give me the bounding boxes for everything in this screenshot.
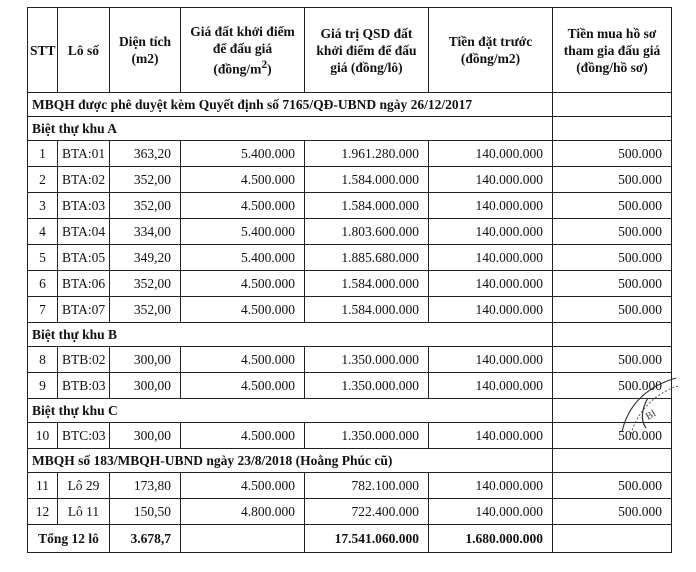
land-price-cell: 4.500.000 <box>181 373 305 399</box>
lot-cell: BTA:01 <box>58 141 110 167</box>
official-seal-stamp-icon <box>618 372 680 452</box>
area-cell: 150,50 <box>110 499 181 525</box>
stt-cell: 6 <box>28 271 58 297</box>
svg-text:BI: BI <box>644 408 659 423</box>
header-lot: Lô số <box>58 8 110 93</box>
section-heading: MBQH được phê duyệt kèm Quyết định số 7165/QĐ-UBND ngày 26/12/2017 <box>28 93 553 117</box>
area-cell: 363,20 <box>110 141 181 167</box>
table-header-row <box>28 8 672 93</box>
section-row <box>28 323 672 347</box>
fee-cell: 500.000 <box>553 245 672 271</box>
area-cell: 349,20 <box>110 245 181 271</box>
qsd-value-cell: 1.584.000.000 <box>305 271 429 297</box>
stt-cell: 11 <box>28 473 58 499</box>
table-row <box>28 271 672 297</box>
header-fee: Tiền mua hồ sơ tham gia đấu giá (đồng/hồ sơ) <box>553 8 672 93</box>
qsd-value-cell: 782.100.000 <box>305 473 429 499</box>
header-qsd-value: Giá trị QSD đất khởi điểm để đấu giá (đồng/lô) <box>305 8 429 93</box>
lot-cell: BTA:02 <box>58 167 110 193</box>
deposit-cell: 140.000.000 <box>429 245 553 271</box>
deposit-cell: 140.000.000 <box>429 271 553 297</box>
area-cell: 352,00 <box>110 297 181 323</box>
fee-cell: 500.000 <box>553 347 672 373</box>
stt-cell: 3 <box>28 193 58 219</box>
land-price-cell: 5.400.000 <box>181 141 305 167</box>
table-row <box>28 193 672 219</box>
qsd-value-cell: 1.584.000.000 <box>305 167 429 193</box>
area-cell: 300,00 <box>110 423 181 449</box>
total-row <box>28 525 672 553</box>
section-row <box>28 449 672 473</box>
deposit-cell: 140.000.000 <box>429 347 553 373</box>
deposit-cell: 140.000.000 <box>429 167 553 193</box>
land-price-cell: 4.500.000 <box>181 423 305 449</box>
section-empty-cell <box>553 93 672 117</box>
total-area: 3.678,7 <box>110 525 181 553</box>
table-row <box>28 297 672 323</box>
fee-cell: 500.000 <box>553 193 672 219</box>
fee-cell: 500.000 <box>553 271 672 297</box>
stt-cell: 1 <box>28 141 58 167</box>
fee-cell: 500.000 <box>553 219 672 245</box>
deposit-cell: 140.000.000 <box>429 499 553 525</box>
stt-cell: 4 <box>28 219 58 245</box>
land-price-cell: 4.800.000 <box>181 499 305 525</box>
section-row <box>28 399 672 423</box>
section-empty-cell <box>553 323 672 347</box>
area-cell: 352,00 <box>110 193 181 219</box>
lot-cell: BTA:03 <box>58 193 110 219</box>
land-price-cell: 4.500.000 <box>181 271 305 297</box>
deposit-cell: 140.000.000 <box>429 141 553 167</box>
fee-cell: 500.000 <box>553 473 672 499</box>
qsd-value-cell: 1.584.000.000 <box>305 297 429 323</box>
table-row <box>28 219 672 245</box>
header-deposit: Tiền đặt trước (đồng/m2) <box>429 8 553 93</box>
stt-cell: 9 <box>28 373 58 399</box>
qsd-value-cell: 1.350.000.000 <box>305 347 429 373</box>
area-cell: 173,80 <box>110 473 181 499</box>
qsd-value-cell: 1.961.280.000 <box>305 141 429 167</box>
qsd-value-cell: 1.350.000.000 <box>305 423 429 449</box>
auction-lots-table <box>27 7 672 553</box>
qsd-value-cell: 1.803.600.000 <box>305 219 429 245</box>
header-stt: STT <box>28 8 58 93</box>
total-empty-fee <box>553 525 672 553</box>
fee-cell: 500.000 <box>553 297 672 323</box>
area-cell: 300,00 <box>110 347 181 373</box>
stt-cell: 8 <box>28 347 58 373</box>
table-row <box>28 347 672 373</box>
header-land-price: Giá đất khởi điểm để đấu giá $(đồng/m^2)$ <box>181 8 305 93</box>
land-price-cell: 5.400.000 <box>181 245 305 271</box>
deposit-cell: 140.000.000 <box>429 373 553 399</box>
stt-cell: 2 <box>28 167 58 193</box>
section-heading: Biệt thự khu B <box>28 323 553 347</box>
fee-cell: 500.000 <box>553 167 672 193</box>
header-area: Diện tích (m2) <box>110 8 181 93</box>
area-cell: 352,00 <box>110 271 181 297</box>
total-value: 17.541.060.000 <box>305 525 429 553</box>
area-cell: 334,00 <box>110 219 181 245</box>
qsd-value-cell: 1.885.680.000 <box>305 245 429 271</box>
total-deposit: 1.680.000.000 <box>429 525 553 553</box>
qsd-value-cell: 722.400.000 <box>305 499 429 525</box>
total-label: Tổng 12 lô <box>28 525 110 553</box>
area-cell: 300,00 <box>110 373 181 399</box>
table-row <box>28 141 672 167</box>
deposit-cell: 140.000.000 <box>429 219 553 245</box>
total-empty-price <box>181 525 305 553</box>
table-row <box>28 167 672 193</box>
deposit-cell: 140.000.000 <box>429 297 553 323</box>
stt-cell: 12 <box>28 499 58 525</box>
lot-cell: BTB:03 <box>58 373 110 399</box>
table-row <box>28 423 672 449</box>
deposit-cell: 140.000.000 <box>429 423 553 449</box>
fee-cell: 500.000 <box>553 423 672 449</box>
deposit-cell: 140.000.000 <box>429 193 553 219</box>
section-heading: Biệt thự khu C <box>28 399 553 423</box>
lot-cell: BTA:07 <box>58 297 110 323</box>
section-heading: MBQH số 183/MBQH-UBND ngày 23/8/2018 (Hoằng Phúc cũ) <box>28 449 553 473</box>
fee-cell: 500.000 <box>553 141 672 167</box>
land-price-cell: 4.500.000 <box>181 167 305 193</box>
stt-cell: 10 <box>28 423 58 449</box>
fee-cell: 500.000 <box>553 499 672 525</box>
section-heading: Biệt thự khu A <box>28 117 553 141</box>
table-row <box>28 245 672 271</box>
stt-cell: 5 <box>28 245 58 271</box>
land-price-cell: 4.500.000 <box>181 297 305 323</box>
stt-cell: 7 <box>28 297 58 323</box>
land-price-cell: 4.500.000 <box>181 193 305 219</box>
table-row <box>28 373 672 399</box>
table-row <box>28 499 672 525</box>
land-price-cell: 4.500.000 <box>181 347 305 373</box>
lot-cell: BTC:03 <box>58 423 110 449</box>
qsd-value-cell: 1.350.000.000 <box>305 373 429 399</box>
deposit-cell: 140.000.000 <box>429 473 553 499</box>
section-row <box>28 93 672 117</box>
lot-cell: BTA:05 <box>58 245 110 271</box>
lot-cell: BTA:06 <box>58 271 110 297</box>
table-row <box>28 473 672 499</box>
lot-cell: Lô 29 <box>58 473 110 499</box>
lot-cell: Lô 11 <box>58 499 110 525</box>
section-empty-cell <box>553 449 672 473</box>
lot-cell: BTA:04 <box>58 219 110 245</box>
section-empty-cell <box>553 117 672 141</box>
qsd-value-cell: 1.584.000.000 <box>305 193 429 219</box>
lot-cell: BTB:02 <box>58 347 110 373</box>
section-row <box>28 117 672 141</box>
land-price-cell: 4.500.000 <box>181 473 305 499</box>
area-cell: 352,00 <box>110 167 181 193</box>
fee-cell: 500.000 <box>553 373 672 399</box>
land-price-cell: 5.400.000 <box>181 219 305 245</box>
